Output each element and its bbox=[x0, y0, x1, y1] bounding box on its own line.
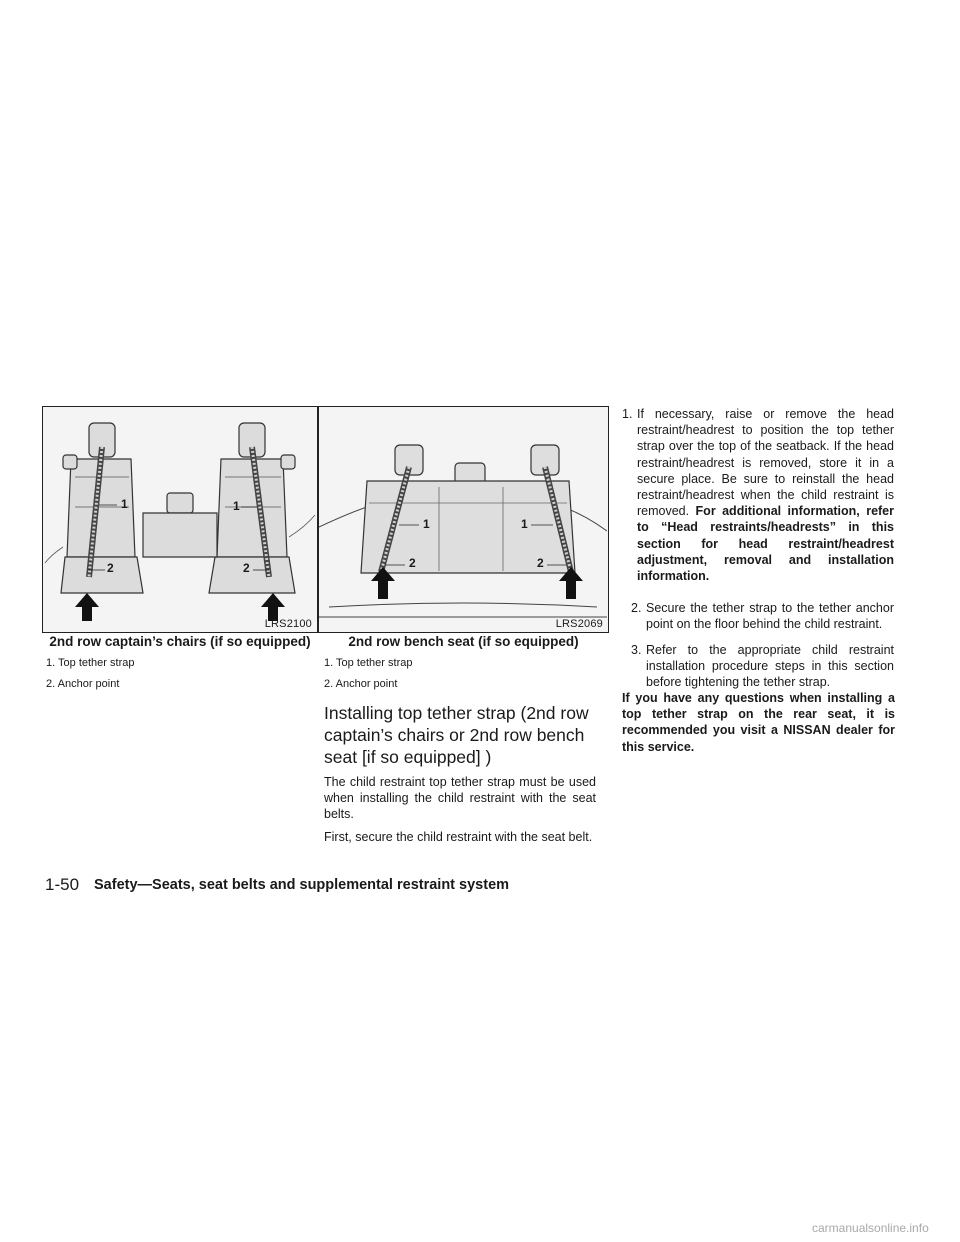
legend-item-1: 1. Top tether strap bbox=[46, 657, 135, 669]
figure-code: LRS2100 bbox=[264, 618, 312, 630]
captain-chairs-illustration bbox=[43, 407, 316, 631]
callout-1-right: 1 bbox=[233, 499, 240, 513]
watermark: carmanualsonline.info bbox=[812, 1221, 929, 1235]
section-heading: Installing top tether strap (2nd row captain’s chairs or 2nd row bench seat [if so equipped] ) bbox=[324, 703, 589, 767]
paragraph: First, secure the child restraint with the seat belt. bbox=[324, 830, 593, 844]
step-text: If necessary, raise or remove the head restraint/headrest to position the top tether strap over the top of the seatback. If the head restraint/headrest is removed, store it in a secure place. Be sure to reinstall the head restraint/headrest when the child restraint is removed. bbox=[637, 407, 894, 519]
step-text: Refer to the appropriate child restraint installation procedure steps in this section before tightening the tether strap. bbox=[646, 643, 894, 690]
legend-item-2: 2. Anchor point bbox=[324, 678, 398, 690]
step-2 bbox=[631, 600, 894, 632]
figure-caption: 2nd row bench seat (if so equipped) bbox=[348, 634, 579, 649]
step-number: 2. bbox=[631, 601, 642, 615]
paragraph: The child restraint top tether strap must be used when installing the child restraint with the seat belts. bbox=[324, 775, 596, 822]
callout-2-left: 2 bbox=[107, 561, 114, 575]
page-number: 1-50 bbox=[45, 875, 80, 894]
callout-1-right: 1 bbox=[521, 517, 528, 531]
dealer-note: If you have any questions when installing a top tether strap on the rear seat, it is recommended you visit a NISSAN dealer for this service. bbox=[622, 691, 895, 754]
callout-2-left: 2 bbox=[409, 556, 416, 570]
figure-captain-chairs bbox=[42, 406, 318, 633]
figure-bench-seat bbox=[318, 406, 609, 633]
step-number: 3. bbox=[631, 643, 642, 657]
step-bold-text: For additional information, refer to “Head restraints/headrests” in this section for head restraint/headrest adjustment, removal and installation information. bbox=[637, 504, 894, 584]
step-text: Secure the tether strap to the tether anchor point on the floor behind the child restraint. bbox=[646, 601, 894, 632]
legend-item-1: 1. Top tether strap bbox=[324, 657, 413, 669]
callout-1-left: 1 bbox=[423, 517, 430, 531]
step-1 bbox=[622, 406, 894, 584]
figure-caption: 2nd row captain’s chairs (if so equipped) bbox=[49, 634, 311, 649]
step-3 bbox=[631, 642, 894, 691]
callout-2-right: 2 bbox=[243, 561, 250, 575]
figure-code: LRS2069 bbox=[555, 618, 603, 630]
callout-1-left: 1 bbox=[121, 497, 128, 511]
step-number: 1. bbox=[622, 407, 633, 421]
callout-2-right: 2 bbox=[537, 556, 544, 570]
legend-item-2: 2. Anchor point bbox=[46, 678, 120, 690]
footer-title: Safety—Seats, seat belts and supplemental restraint system bbox=[94, 877, 510, 893]
bench-seat-illustration bbox=[319, 407, 607, 631]
